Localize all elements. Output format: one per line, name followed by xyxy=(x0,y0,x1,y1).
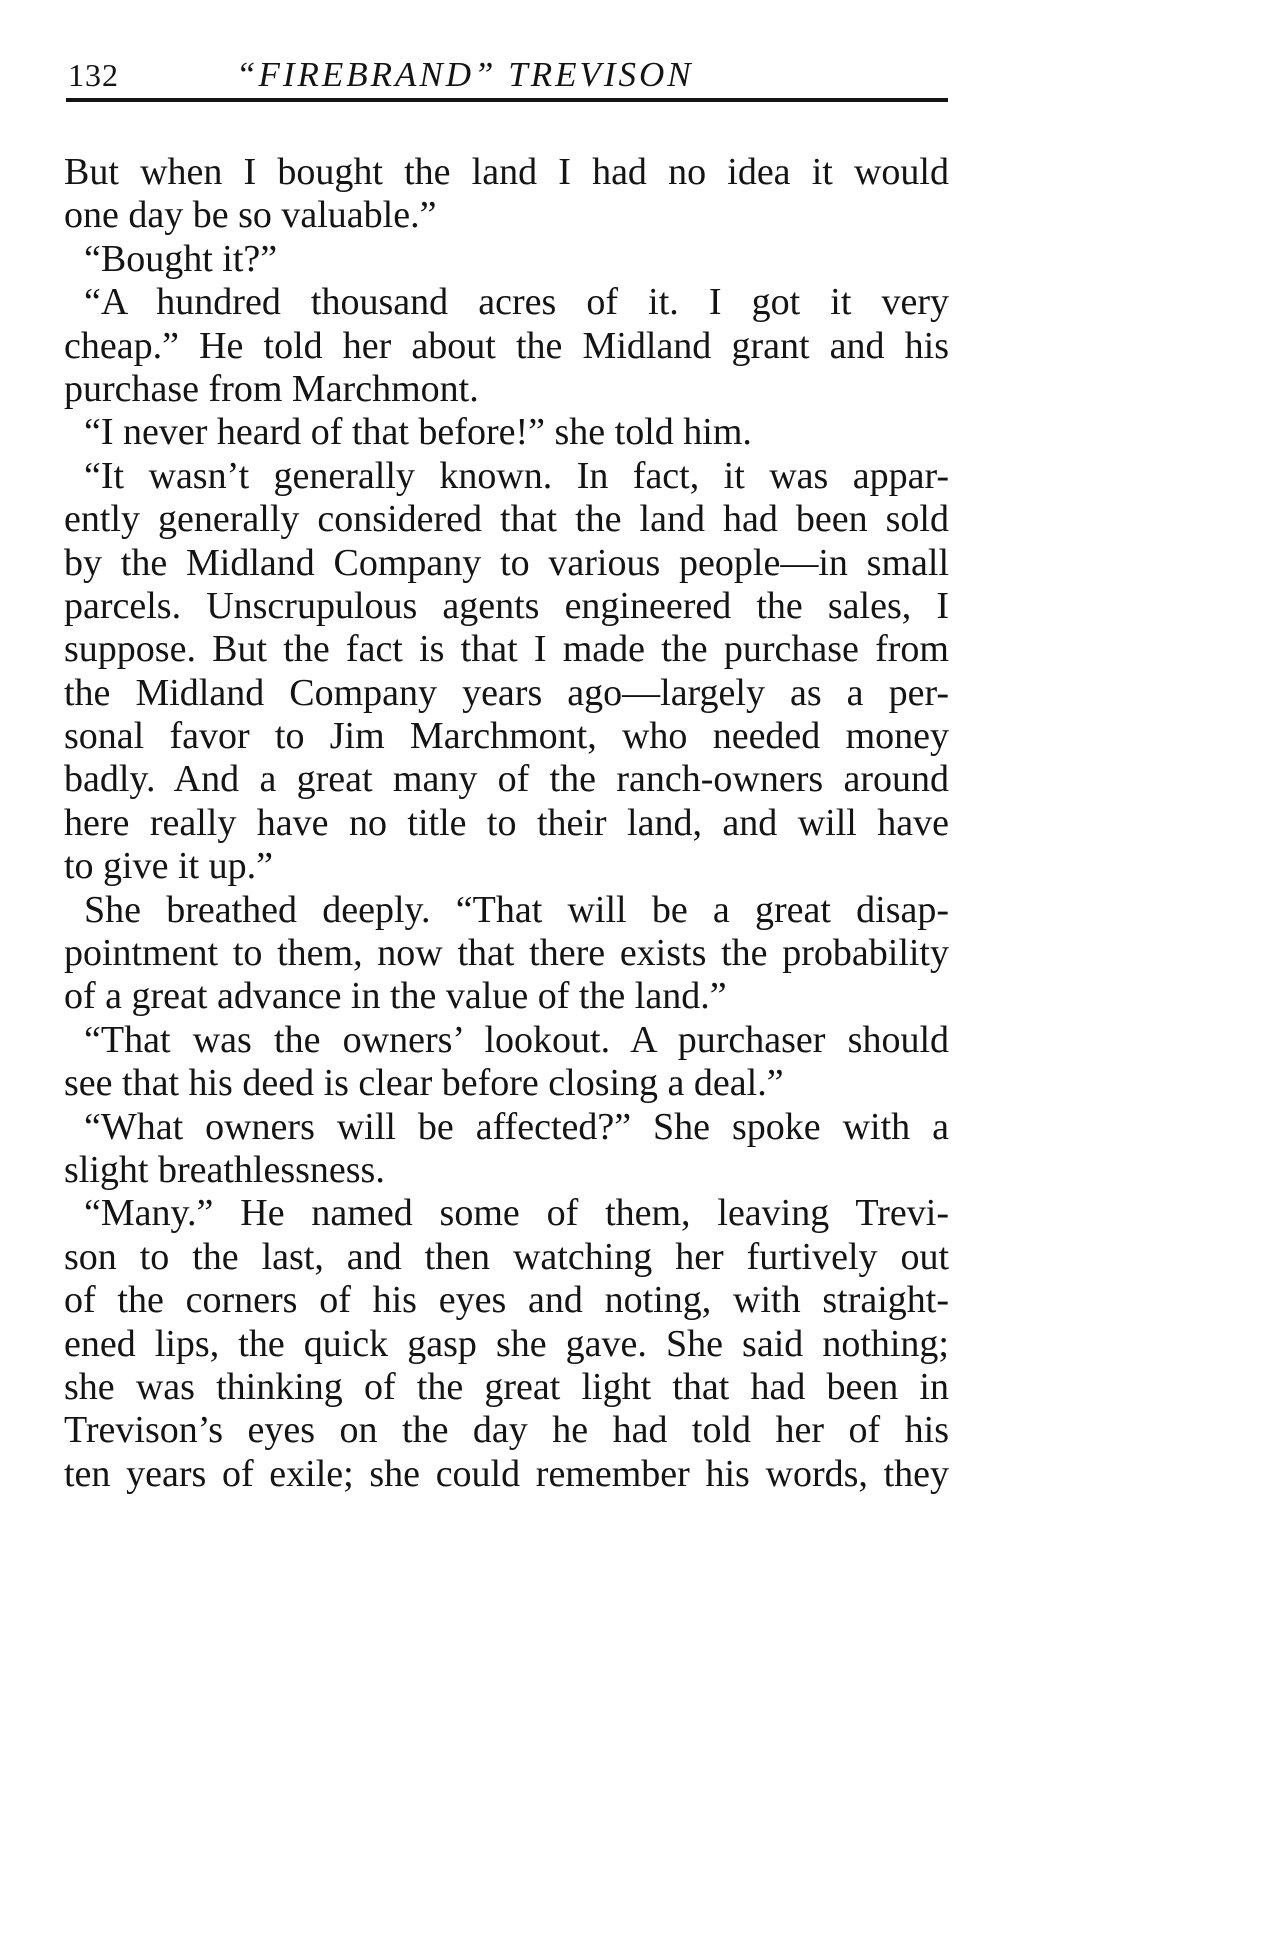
text-line: here really have no title to their land, and will have xyxy=(64,801,949,844)
text-line: ently generally considered that the land had been sold xyxy=(64,498,949,541)
running-head xyxy=(66,52,946,98)
text-line: by the Midland Company to various people—in small xyxy=(64,541,949,584)
body-text xyxy=(64,151,949,1496)
header-rule xyxy=(66,98,948,102)
text-line: She breathed deeply. “That will be a great disap- xyxy=(84,888,949,931)
text-line: slight breathlessness. xyxy=(64,1148,385,1191)
text-line: cheap.” He told her about the Midland grant and his xyxy=(64,324,949,367)
text-line: one day be so valuable.” xyxy=(64,194,437,237)
text-line: she was thinking of the great light that had been in xyxy=(64,1365,949,1408)
text-line: Trevison’s eyes on the day he had told her of his xyxy=(64,1409,949,1452)
text-line: see that his deed is clear before closing a deal.” xyxy=(64,1062,784,1105)
text-line: of the corners of his eyes and noting, with straight- xyxy=(64,1279,949,1322)
running-title: “FIREBRAND” TREVISON xyxy=(236,55,694,94)
text-line: “Bought it?” xyxy=(84,237,278,280)
text-line: “I never heard of that before!” she told him. xyxy=(84,411,752,454)
text-line: pointment to them, now that there exists the probability xyxy=(64,932,949,975)
text-line: sonal favor to Jim Marchmont, who needed money xyxy=(64,715,949,758)
text-line: purchase from Marchmont. xyxy=(64,367,479,410)
text-line: “It wasn’t generally known. In fact, it was appar- xyxy=(84,454,949,497)
text-line: to give it up.” xyxy=(64,845,273,888)
text-line: “A hundred thousand acres of it. I got it very xyxy=(84,281,949,324)
text-line: son to the last, and then watching her furtively out xyxy=(64,1235,949,1278)
text-line: badly. And a great many of the ranch-owners around xyxy=(64,758,949,801)
text-line: ened lips, the quick gasp she gave. She said nothing; xyxy=(64,1322,949,1365)
text-line: of a great advance in the value of the land.” xyxy=(64,975,727,1018)
text-line: the Midland Company years ago—largely as a per- xyxy=(64,671,949,714)
text-line: “That was the owners’ lookout. A purchaser should xyxy=(84,1018,949,1061)
text-line: “Many.” He named some of them, leaving Trevi- xyxy=(84,1192,949,1235)
text-line: But when I bought the land I had no idea it would xyxy=(64,151,949,193)
text-line: ten years of exile; she could remember his words, they xyxy=(64,1452,949,1495)
text-line: “What owners will be affected?” She spoke with a xyxy=(84,1105,949,1148)
text-line: parcels. Unscrupulous agents engineered the sales, I xyxy=(64,584,949,627)
text-line: suppose. But the fact is that I made the purchase from xyxy=(64,628,949,671)
page-number: 132 xyxy=(68,57,119,93)
